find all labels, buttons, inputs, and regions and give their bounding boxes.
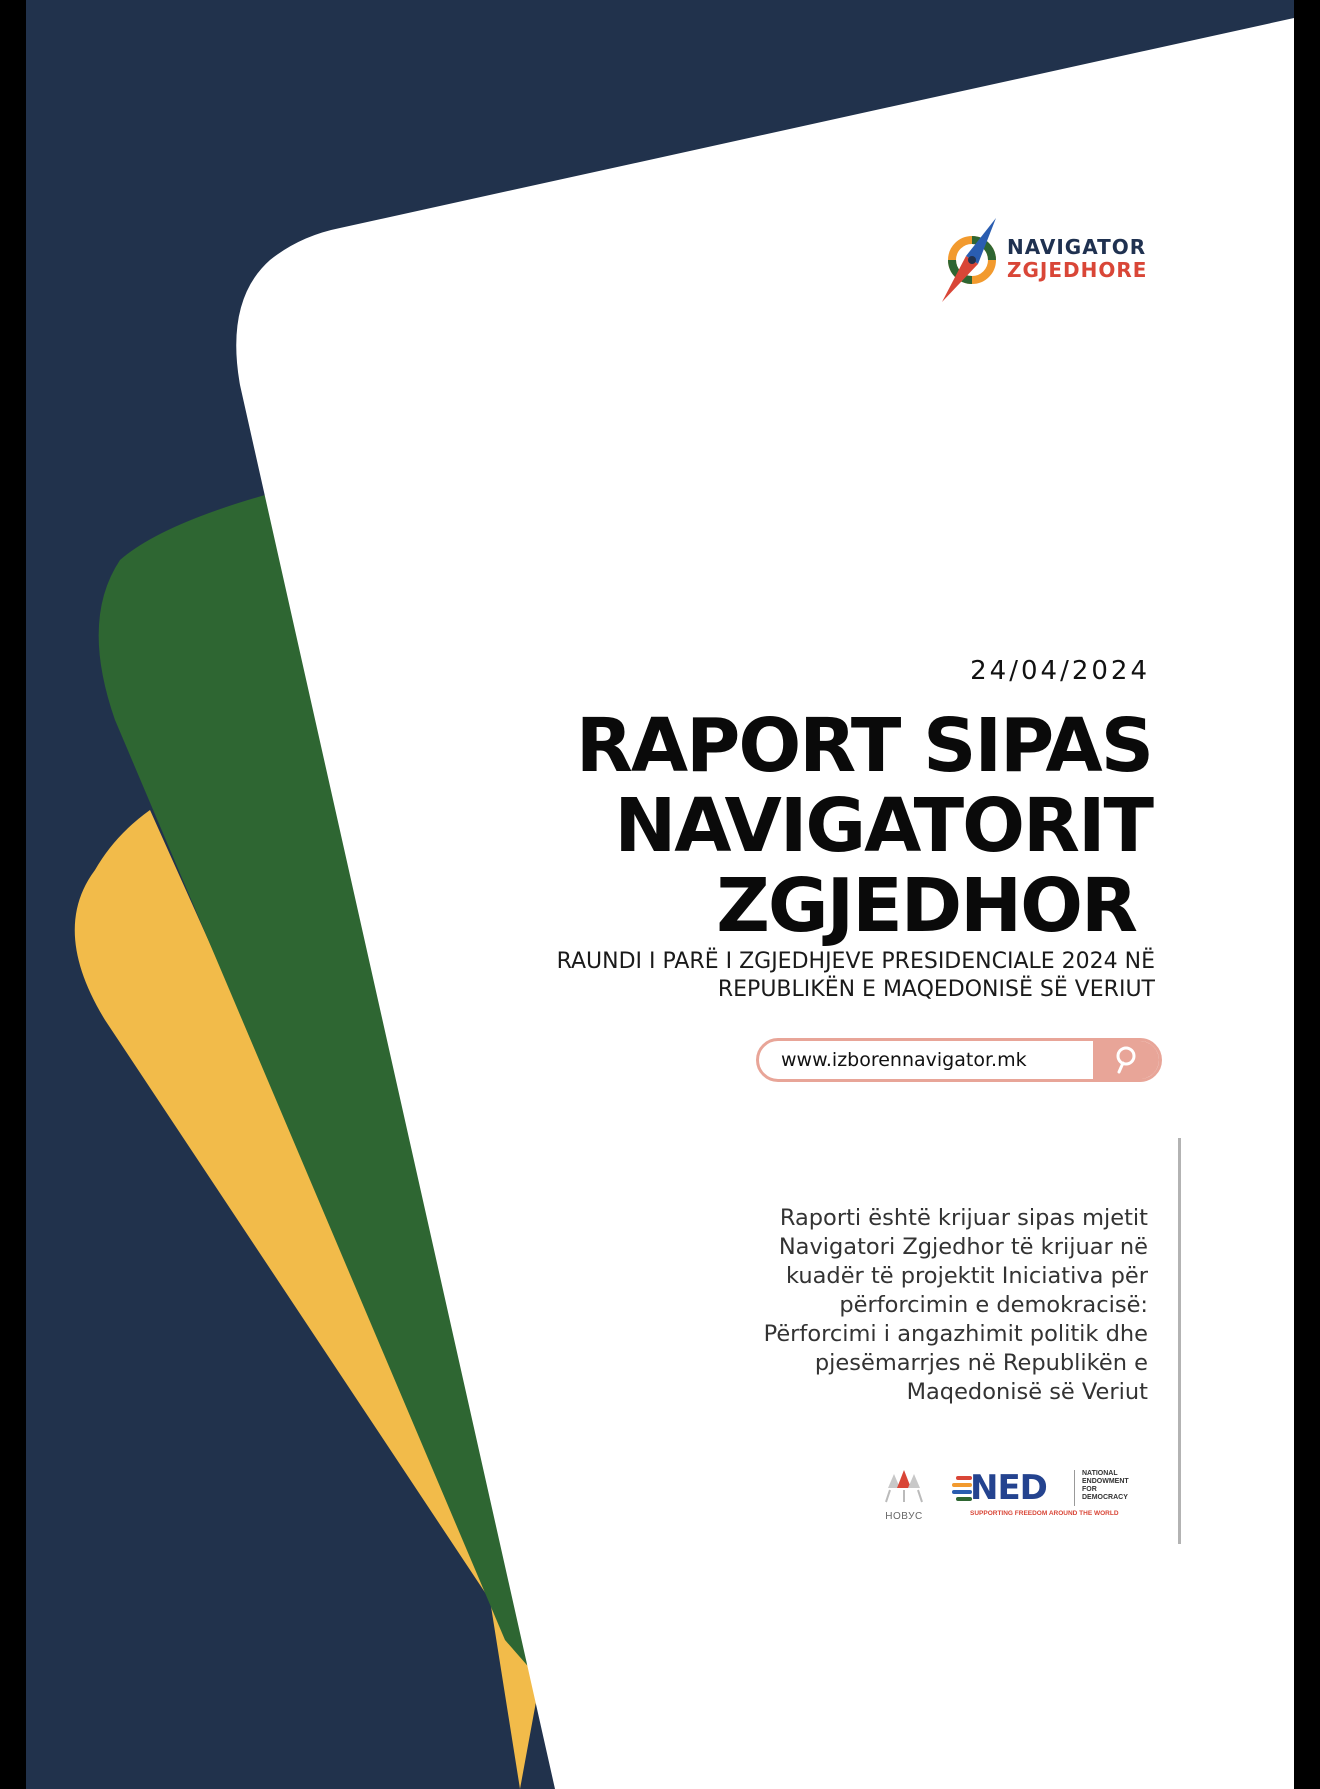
ned-stripes-icon	[950, 1474, 972, 1504]
subtitle-line-2: REPUBLIKËN E MAQEDONISË SË VERIUT	[717, 977, 1155, 1002]
website-search-bar	[756, 1038, 1162, 1082]
title-line-3: ZGJEDHOR	[716, 863, 1136, 949]
brand-name-line2: ZGJEDHORE	[1007, 258, 1148, 282]
website-url-field[interactable]	[759, 1041, 1093, 1079]
description-line: Përforcimi i angazhimit politik dhe	[763, 1321, 1148, 1347]
ned-tagline: SUPPORTING FREEDOM AROUND THE WORLD	[970, 1510, 1119, 1517]
ned-logo	[950, 1464, 1170, 1522]
brand-name-line1: NAVIGATOR	[1007, 235, 1147, 259]
ned-wordmark: NED	[970, 1468, 1047, 1508]
ned-full-name	[1082, 1470, 1162, 1502]
partner-logos	[880, 1464, 1170, 1522]
ned-full-name-line: NATIONAL	[1082, 1470, 1118, 1477]
novus-logo	[880, 1468, 928, 1522]
description-line: pjesëmarrjes në Republikën e	[814, 1350, 1148, 1376]
ned-full-name-line: ENDOWMENT	[1082, 1478, 1129, 1485]
title-line-2: NAVIGATORIT	[614, 783, 1152, 869]
novus-label: НОВУС	[885, 1511, 923, 1522]
ned-full-name-line: DEMOCRACY	[1082, 1494, 1128, 1501]
title-line-1: RAPORT SIPAS	[575, 703, 1152, 789]
ned-separator	[1074, 1470, 1075, 1506]
description-line: Navigatori Zgjedhor të krijuar në	[778, 1234, 1148, 1260]
report-date: 24/04/2024	[970, 656, 1150, 686]
right-edge	[1294, 0, 1320, 1789]
search-icon	[1113, 1045, 1139, 1075]
report-subtitle	[395, 948, 1155, 1004]
ned-full-name-line: FOR	[1082, 1486, 1097, 1493]
subtitle-line-1: RAUNDI I PARË I ZGJEDHJEVE PRESIDENCIALE 2024 NË	[556, 949, 1155, 974]
search-button[interactable]	[1093, 1041, 1159, 1079]
novus-figures-icon	[880, 1468, 928, 1506]
brand-logo	[936, 218, 1156, 304]
description-line: kuadër të projektit Iniciativa për	[786, 1263, 1148, 1289]
vertical-divider	[1178, 1138, 1181, 1544]
description-line: përforcimin e demokracisë:	[839, 1292, 1148, 1318]
description-line: Raporti është krijuar sipas mjetit	[779, 1205, 1148, 1231]
description-line: Maqedonisë së Veriut	[906, 1379, 1148, 1405]
report-title	[575, 703, 1152, 949]
report-description	[628, 1204, 1148, 1407]
compass-needle-icon	[936, 218, 1012, 304]
